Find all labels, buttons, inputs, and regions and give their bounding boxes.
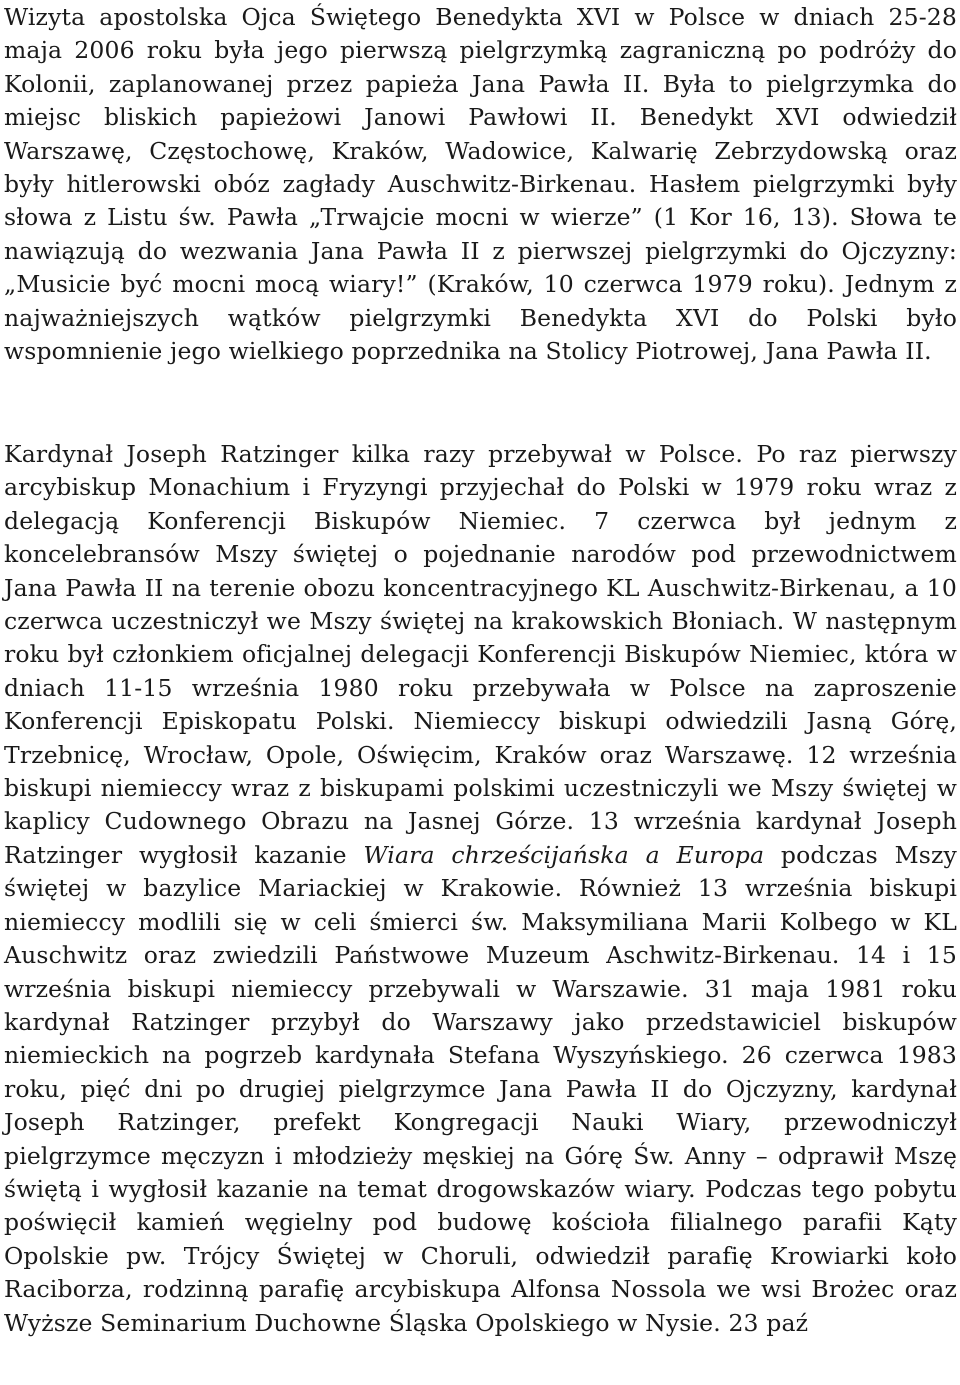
sermon-title-italic: Wiara chrześcijańska a Europa: [363, 840, 765, 869]
paragraph-ratzinger-in-poland: [4, 438, 957, 1340]
paragraph-text-part-2: podczas Mszy świętej w bazylice Mariackiej w Krakowie. Również 13 września biskupi niemieccy modlili się w celi śmierci św. Maksymiliana Marii Kolbego w KL Auschwitz oraz zwiedzili Państwowe Muzeum Aschwitz-Birkenau. 14 i 15 września biskupi niemieccy przebywali w Warszawie. 31 maja 1981 roku kardynał Ratzinger przybył do Warszawy jako przedstawiciel biskupów niemieckich na pogrzeb kardynała Stefana Wyszyńskiego. 26 czerwca 1983 roku, pięć dni po drugiej pielgrzymce Jana Pawła II do Ojczyzny, kardynał Joseph Ratzinger, prefekt Kongregacji Nauki Wiary, przewodniczył pielgrzymce męczyzn i młodzieży męskiej na Górę Św. Anny – odprawił Mszę świętą i wygłosił kazanie na temat drogowskazów wiary. Podczas tego pobytu poświęcił kamień węgielny pod budowę kościoła filialnego parafii Kąty Opolskie pw. Trójcy Świętej w Choruli, odwiedził parafię Krowiarki koło Raciborza, rodzinną parafię arcybiskupa Alfonsa Nossola we wsi Brożec oraz Wyższe Seminarium Duchowne Śląska Opolskiego w Nysie. 23 paź: [4, 840, 957, 1337]
paragraph-text-part-1: Kardynał Joseph Ratzinger kilka razy przebywał w Polsce. Po raz pierwszy arcybiskup Monachium i Fryzyngi przyjechał do Polski w 1979 roku wraz z delegacją Konferencji Biskupów Niemiec. 7 czerwca był jednym z koncelebransów Mszy świętej o pojednanie narodów pod przewodnictwem Jana Pawła II na terenie obozu koncentracyjnego KL Auschwitz-Birkenau, a 10 czerwca uczestniczył we Mszy świętej na krakowskich Błoniach. W następnym roku był członkiem oficjalnej delegacji Konferencji Biskupów Niemiec, która w dniach 11-15 września 1980 roku przebywała w Polsce na zaproszenie Konferencji Episkopatu Polski. Niemieccy biskupi odwiedzili Jasną Górę, Trzebnicę, Wrocław, Opole, Oświęcim, Kraków oraz Warszawę. 12 września biskupi niemieccy wraz z biskupami polskimi uczestniczyli we Mszy świętej w kaplicy Cudownego Obrazu na Jasnej Górze. 13 września kardynał Joseph Ratzinger wygłosił kazanie: [4, 440, 957, 869]
paragraph-papal-visit-2006: Wizyta apostolska Ojca Świętego Benedykta XVI w Polsce w dniach 25-28 maja 2006 roku była jego pierwszą pielgrzymką zagraniczną po podróży do Kolonii, zaplanowanej przez papieża Jana Pawła II. Była to pielgrzymka do miejsc bliskich papieżowi Janowi Pawłowi II. Benedykt XVI odwiedził Warszawę, Częstochowę, Kraków, Wadowice, Kalwarię Zebrzydowską oraz były hitlerowski obóz zagłady Auschwitz-Birkenau. Hasłem pielgrzymki były słowa z Listu św. Pawła „Trwajcie mocni w wierze” (1 Kor 16, 13). Słowa te nawiązują do wezwania Jana Pawła II z pierwszej pielgrzymki do Ojczyzny: „Musicie być mocni mocą wiary!” (Kraków, 10 czerwca 1979 roku). Jednym z najważniejszych wątków pielgrzymki Benedykta XVI do Polski było wspomnienie jego wielkiego poprzednika na Stolicy Piotrowej, Jana Pawła II.: [4, 3, 957, 366]
